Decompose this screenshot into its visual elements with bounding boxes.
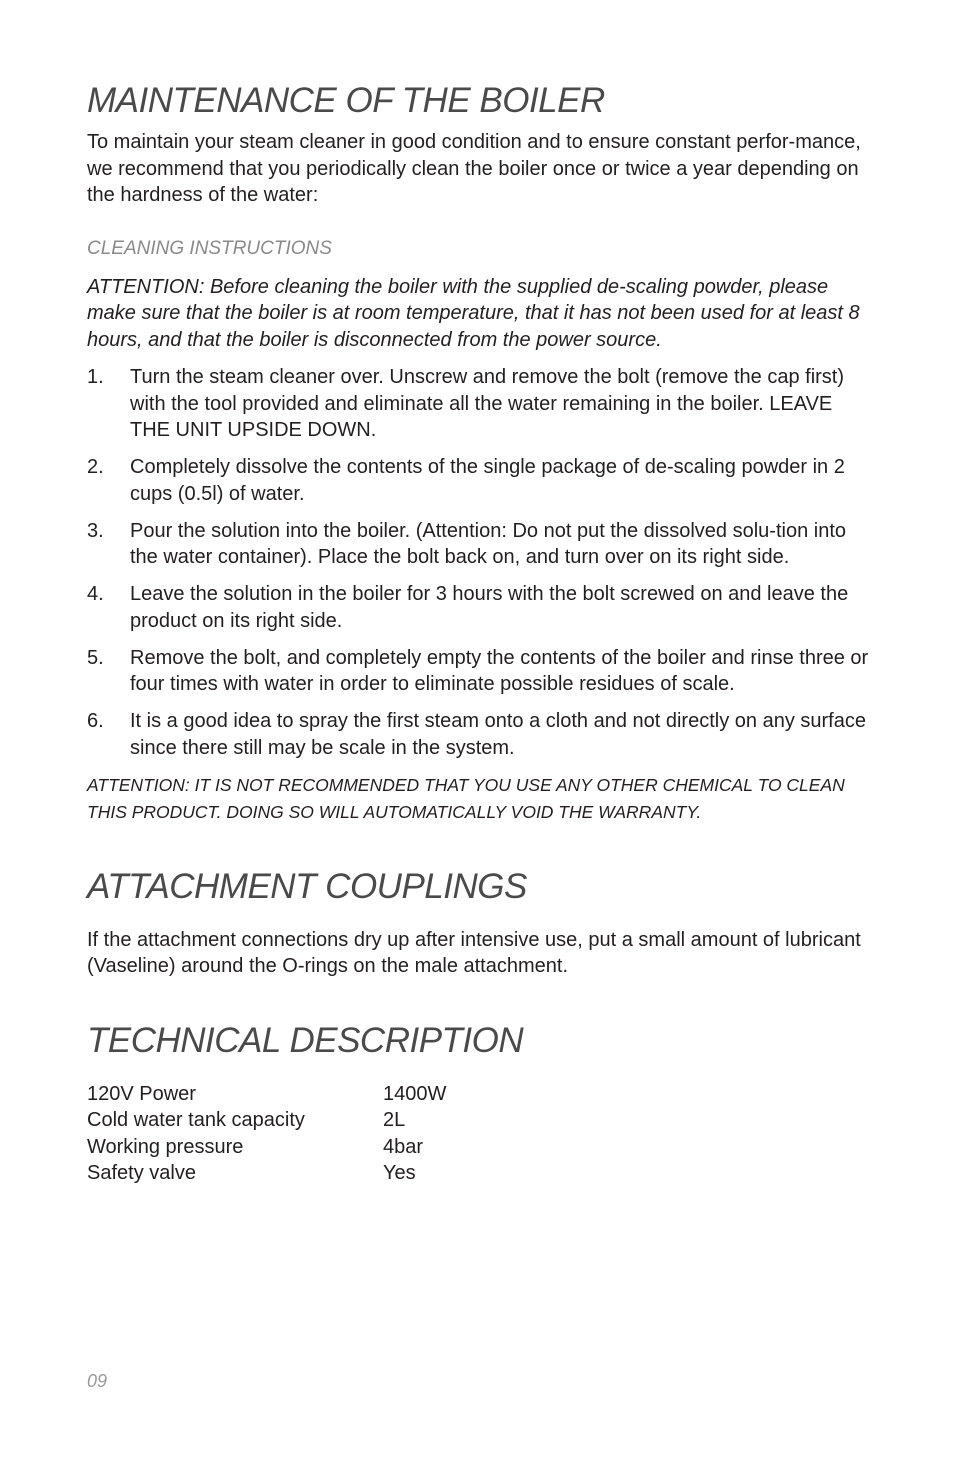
warranty-warning: ATTENTION: IT IS NOT RECOMMENDED THAT YOU USE ANY OTHER CHEMICAL TO CLEAN THIS PRODUCT. DOING SO WILL AUTOMATICALLY VOID THE WARRANTY. xyxy=(87,774,845,822)
spec-label: Cold water tank capacity xyxy=(87,1109,305,1131)
spec-label: Working pressure xyxy=(87,1135,244,1158)
document-page xyxy=(87,0,877,1187)
list-item: 6. It is a good idea to spray the first steam onto a cloth and not directly on any surface since there still may be scale in the system. xyxy=(87,710,866,759)
table-row xyxy=(87,1160,446,1187)
section-title-couplings: ATTACHMENT COUPLINGS xyxy=(87,866,527,906)
couplings-text: If the attachment connections dry up after intensive use, put a small amount of lubricant (Vaseline) around the O-rings on the male attachment. xyxy=(87,928,861,977)
spec-label: Safety valve xyxy=(87,1162,196,1184)
cleaning-steps-list xyxy=(87,364,877,761)
table-row xyxy=(87,1081,446,1108)
list-item: 2. Completely dissolve the contents of the single package of de-scaling powder in 2 cups (0.5l) of water. xyxy=(87,456,845,505)
list-item: 5. Remove the bolt, and completely empty the contents of the boiler and rinse three or four times with water in order to eliminate possible residues of scale. xyxy=(87,646,869,695)
spec-value: 4bar xyxy=(383,1135,424,1158)
spec-value: 2L xyxy=(383,1109,406,1131)
list-item: 1. Turn the steam cleaner over. Unscrew and remove the bolt (remove the cap first) with the tool provided and eliminate all the water remaining in the boiler. LEAVE THE UNIT UPSIDE DOWN. xyxy=(87,366,845,441)
technical-specs-table xyxy=(87,1081,446,1187)
attention-note: ATTENTION: Before cleaning the boiler with the supplied de-scaling powder, please make sure that the boiler is at room temperature, that it has not been used for at least 8 hours, and that the boiler is disconnected from the power source. xyxy=(87,275,860,351)
list-item: 3. Pour the solution into the boiler. (Attention: Do not put the dissolved solu-tion into the water container). Place the bolt back on, and turn over on its right side. xyxy=(87,519,846,568)
spec-value: 1400W xyxy=(383,1082,447,1105)
spec-value: Yes xyxy=(383,1162,416,1184)
list-item: 4. Leave the solution in the boiler for 3 hours with the bolt screwed on and leave the product on its right side. xyxy=(87,583,849,632)
section-title-boiler: MAINTENANCE OF THE BOILER xyxy=(87,81,605,120)
page-number: 09 xyxy=(87,1371,108,1391)
table-row xyxy=(87,1134,446,1161)
cleaning-instructions-heading: CLEANING INSTRUCTIONS xyxy=(87,237,332,259)
boiler-intro: To maintain your steam cleaner in good condition and to ensure constant perfor-mance, we recommend that you periodically clean the boiler once or twice a year depending on the hardness of the water: xyxy=(87,131,861,206)
table-row xyxy=(87,1107,446,1134)
section-title-technical: TECHNICAL DESCRIPTION xyxy=(87,1020,524,1060)
spec-label: 120V Power xyxy=(87,1082,196,1105)
